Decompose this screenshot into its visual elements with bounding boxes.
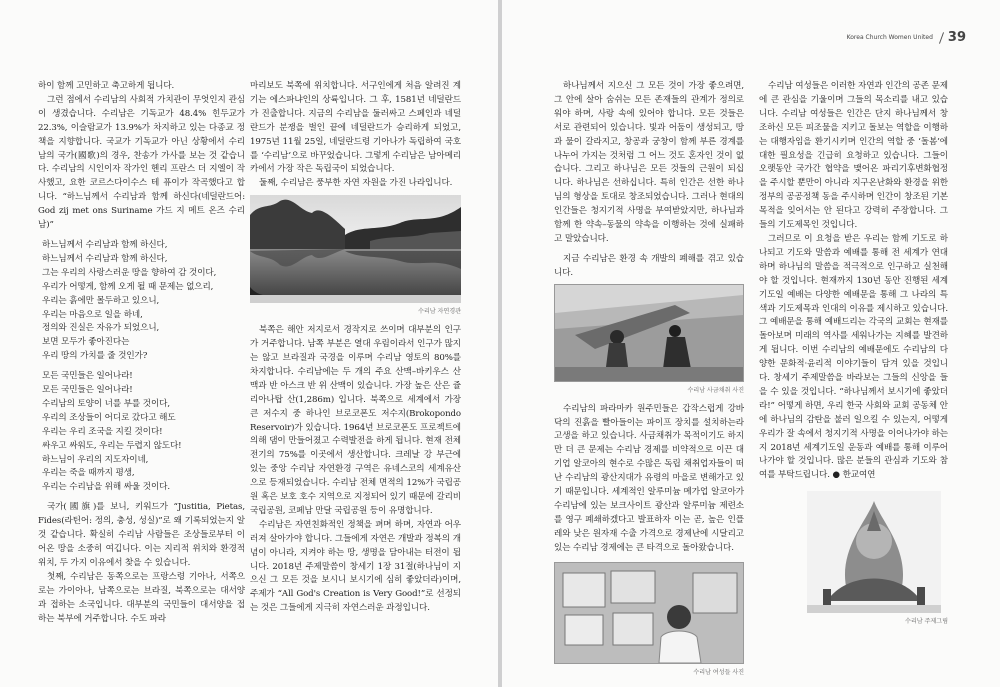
paragraph: 수리남의 파라마카 원주민들은 갑작스럽게 강바닥의 진흙을 빨아들이는 파이프 장치를 설치하는라 고생을 하고 있습니다. 사금채취가 목적이기도 하지만 더 큰 문제는 수리남 경제를 비약적으로 이끈 대기업 알코아의 현수로 수많은 독립 채취업자들이 떠난 수리남의 광산지대가 유령의 마을로 변해가고 있기 때문입니다. 세계적인 알루미늄 메가업 알코아가 수리남에 있는 보크사이트 광산과 알루미늄 제련소를 영구 폐쇄하겠다고 발표하자 이는 곧, 높은 인플레와 낮은 원자재 수출 가격으로 경제난에 시달리고 있는 수리남 경제에는 큰 타격으로 돌아왔습니다. [554,403,744,553]
paragraph: 마리보도 북쪽에 위치합니다. 서구인에게 처음 알려진 계기는 에스파냐인의 상륙입니다. 그 후, 1581년 네덜란드가 진출합니다. 지금의 수리남을 둘러싸고 스페인과 네덜란드가 분쟁을 벌인 끝에 네덜란드가 승리하게 되었고, 1975년 11월 25일, 네덜란드령 기아나가 독립하여 국호를 ‘수리남’으로 바꾸었습니다. 그렇게 수리남은 남아메리카에서 가장 작은 독립국이 되었습니다. [250,81,461,175]
photo-caption: 수리남 여성들 사진 [693,668,744,676]
left-column-1 [38,80,245,626]
nature-landscape-image [250,195,461,303]
poem-line: 하느님께서 수리남과 함께 하신다, [42,253,168,264]
theme-illustration [807,491,941,613]
poem-line: 우리 땅의 가치를 줄 것인가? [42,351,148,362]
paragraph: 수리남은 자연친화적인 정책을 펴며 하며, 자연과 어우러져 살아가야 합니다. 그들에게 자연은 개발과 정복의 개념이 아니라, 지켜야 하는 땅, 생명을 담아내는 터전이 됩니다. 2018년 주제말씀이 창세기 1장 31절(하나님이 지으신 그 모든 것을 보시니 보시기에 심히 좋았더라)이며, 주제가 “All God's Creation is Very Good!”로 선정되는 것은 그들에게 지극히 자연스러운 과정입니다. [250,519,461,614]
poem-line: 그는 우리의 사랑스러운 땅을 향하여 감 것이다, [42,267,217,278]
nature-landscape-photo [250,195,461,303]
right-column-1 [554,80,744,684]
paragraph: 하이 함께 고민하고 축고하게 됩니다. [38,81,175,91]
poem-line: 우리는 흙에만 몰두하고 있으니, [42,295,160,306]
gold-mining-photo [554,284,744,382]
paragraph [759,233,948,483]
photo-caption: 수리남 주제그림 [904,618,948,626]
poem-line: 우리가 어떻게, 함께 오게 될 때 문제는 없으리, [42,281,214,292]
poem-line: 우리는 우리 조국을 지킬 것이다! [42,426,163,437]
paragraph-text: 그러므로 이 요청을 받은 우리는 함께 기도로 하나되고 기도와 말씀과 예배를 통해 전 세계가 연대하며 하나님의 말씀을 적극적으로 인구하고 실천해야 할 것입니다. 현재까지 130년 동안 진행된 세계기도일 예배는 다양한 예배문을 통해 그 나라의 특색과 기도제목과 인대의 이유를 제시하고 있습니다. 그 예배문을 통해 예배드리는 각국의 교회는 현재를 돌아보며 미래의 역사를 세워나가는 지혜를 발견하게 됩니다. 이번 수리남의 예배문에도 수리남의 다양한 문화적·윤리적 이야기들이 담겨 있을 것입니다. 창세기 주제말씀을 바라보는 그들의 신앙을 들을 수 있을 것입니다. “하나님께서 보시기에 좋았더라!” 어떻게 하면, 우리 한국 사회와 교회 공동체 안에 하나님의 감탄을 불러 일으킬 수 있는지, 어떻게 우리가 잘 속에서 청지기적 사명을 이어나가야 하는지 2018년 세계기도일 운동과 예배를 통해 이루어나가야 할 것입니다. 많은 분들의 관심과 기도와 참여를 부탁드립니다. [759,233,948,481]
page-header [847,30,966,45]
author-name: 한교여연 [842,470,876,481]
gold-mining-image [555,285,743,381]
poem-line: 보면 모두가 좋아진다는 [42,337,130,348]
right-page [502,0,1000,687]
publication-name: Korea Church Women United [846,34,933,41]
poem-line: 하느님이 우리의 지도자이네, [42,454,149,465]
paragraph: 하나님께서 지으신 그 모든 것이 가장 좋으려면, 그 안에 살아 숨쉬는 모든 존재들의 관계가 정의로워야 하며, 사랑 속에 있어야 합니다. 모든 것들은 서로 관련되어 있습니다. 빛과 어둠이 생성되고, 땅과 물이 갈라지고, 창공과 궁창이 함께 부른 경계를 나누어 가지는 것처럼 그 어느 것도 혼자인 것이 없습니다. 그리고 하나님은 모든 것들의 근원이 되십니다. 하나님은 선하십니다. 특히 인간은 선한 하나님의 형상을 토대로 창조되었습니다. 그러나 현대의 인간들은 청지기적 사명을 부여받았지만, 하나님과 함께 한 약속–동물의 약속을 이행하는 것에 실패하고 말았습니다. [554,81,744,244]
left-column-2 [250,80,461,616]
paragraph: 둘째, 수리남은 풍부한 자연 자원을 가진 나라입니다. [259,178,453,189]
poem-line: 정의와 진실은 자유가 되었으니, [42,323,160,334]
photo-caption: 수리남 자연경관 [417,308,461,316]
paragraph: 국가(國旗)를 보니, 키워드가 “Justitia, Pietas, Fides(라틴어: 정의, 충성, 성실)”로 왜 기록되었는지 알 것 같습니다. 확실히 수리남 사람들은 조상들로부터 이어온 땅을 소중히 여깁니다. 이는 지리적 위치와 환경적 위치, 두 가지 이유에서 찾을 수 있습니다. [38,502,245,568]
poem-line: 수리남의 토양이 너를 부를 것이다, [42,398,170,409]
paragraph: 수리남 여성들은 이러한 자연과 인간의 공존 문제에 큰 관심을 기울이며 그들의 목소리를 내고 있습니다. 수리남 여성들은 인간은 단지 하나님께서 창조하신 모든 피조물을 지키고 돌보는 역할을 이행하는 대행자임을 환기시키며 인간의 역할 중 ‘돌봄’에 대한 필요성을 긴급히 요청하고 있습니다. 그들이 오랫동안 국가간 협약을 맺어온 파리기후변화협정을 주시할 뿐만이 아니라 지구온난화와 환경을 위한 정부의 공공정책 동을 주시하며 인간이 창조된 기본 목적을 잊어서는 안 된다고 강력히 주장합니다. 그들의 기도제목인 것입니다. [759,81,948,231]
author-bullet-icon: ● [832,470,840,481]
paragraph: 그런 점에서 수리남의 사회적 가치관이 무엇인지 관심이 생겼습니다. 수리남은 기독교가 48.4% 힌두교가 22.3%, 이슬람교가 13.9%가 차지하고 있는 다종교 정책을 지향합니다. 국교가 기독교가 아닌 상황에서 수리남의 국가(國歌)의 경우, 찬송가 가사를 보는 것 같습니다. 수리남의 시인이자 작가인 헨리 프란스 더 지엘이 작사했고, 요한 코르스다이수스 테 퓨이가 작곡했다고 합니다. “하느님께서 수리남과 함께 하신다(네덜란드어: God zij met ons Suriname 가드 지 메트 온즈 수리남)” [38,94,245,231]
suriname-women-image [555,563,743,663]
header-divider [939,32,944,44]
suriname-women-photo [554,562,744,664]
paragraph: 지금 수리남은 환경 속 개발의 폐해를 겪고 있습니다. [554,253,744,278]
photo-caption: 수리남 사금채취 사진 [687,386,744,394]
poem-verse-1 [38,239,245,364]
poem-line: 우리는 마음으로 일을 하네, [42,309,143,320]
poem-line: 모든 국민들은 일어나라! [42,371,133,382]
poem-verse-2 [38,370,245,495]
poem-line: 우리는 수리남을 위해 싸울 것이다. [42,482,170,493]
poem-line: 모든 국민들은 일어나라! [42,385,133,396]
poem-line: 우리는 죽을 때까지 평생, [42,468,135,479]
left-page [0,0,498,687]
right-column-2 [759,80,948,634]
paragraph: 첫째, 수리남은 동쪽으로는 프랑스령 기아나, 서쪽으로는 가이아나, 남쪽으로는 브라질, 북쪽으로는 대서양과 접하는 소국입니다. 대부분의 국민들이 대서양을 접하는 북부에 거주합니다. 수도 파라 [38,571,245,624]
paragraph: 북쪽은 해안 저지로서 경작지로 쓰이며 대부분의 인구가 거주합니다. 남쪽 부분은 열대 우림이라서 인구가 많지는 않고 브라질과 국경을 이루며 수리남 영토의 80%를 차지합니다. 수리남에는 두 개의 주요 산맥–바키우스 산맥과 반 아스크 반 위 산맥이 있습니다. 가장 높은 산은 쥴리아나탑 산(1,286m) 입니다. 북쪽으로 세계에서 가장 큰 저수지 중 하나인 브로코폰도 저수지(Brokopondo Reservoir)가 있습니다. 1964년 브로코폰도 프로젝트에 의해 댐이 만들어졌고 수력발전을 하게 됩니다. 현재 전체 전기의 75%를 이곳에서 생산합니다. 크레날 강 부근에 있는 중앙 수리남 자연환경 구역은 유네스코의 세계유산으로 등재되었습니다. 수리남 전체 면적의 12%가 국립공원 혹은 보호 호수 지역으로 지정되어 있기 때문에 갈리비 국립공원, 코페남 만달 국립공원 등이 유명합니다. [250,325,461,516]
page-number: 39 [947,30,966,45]
theme-illustration-image [807,491,941,613]
poem-line: 하느님께서 수리남과 함께 하신다, [42,239,168,250]
poem-line: 우리의 조상들이 어디로 갔다고 해도 [42,412,176,423]
poem-line: 싸우고 싸워도, 우리는 두렵지 않도다! [42,440,182,451]
